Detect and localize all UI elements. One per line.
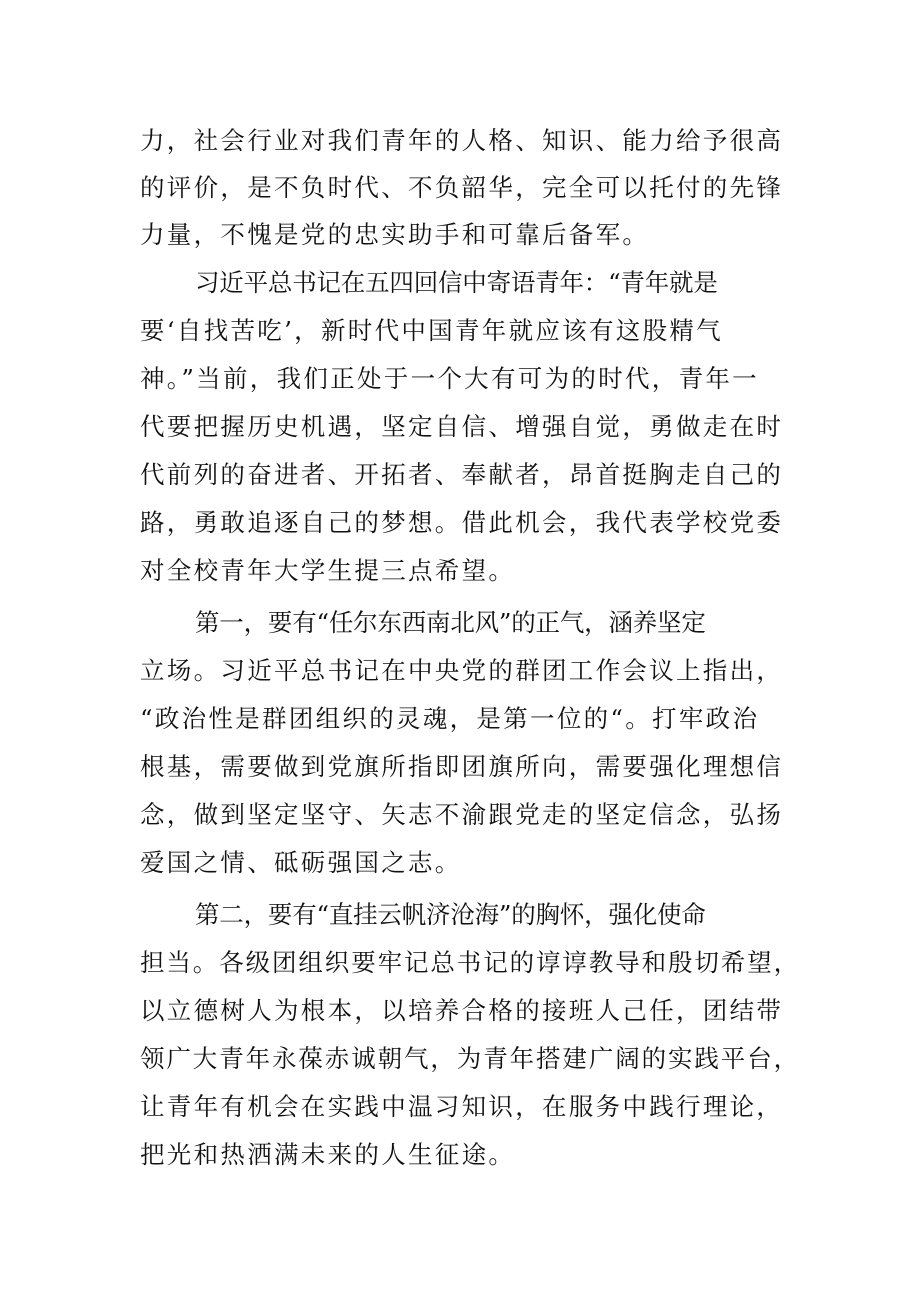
paragraph-2-line-6: 路，勇敢追逐自己的梦想。借此机会，我代表学校党委 bbox=[140, 508, 784, 537]
paragraph-1-line-2: 的评价，是不负时代、不负韶华，完全可以托付的先锋 bbox=[140, 173, 784, 202]
paragraph-4-line-6: 把光和热洒满未来的人生征途。 bbox=[140, 1140, 516, 1169]
paragraph-3-line-6: 爱国之情、砥砺强国之志。 bbox=[140, 848, 462, 877]
paragraph-3-line-1: 第一，要有“任尔东西南北风”的正气，涵养坚定 bbox=[195, 608, 706, 637]
paragraph-4-line-5: 让青年有机会在实践中温习知识，在服务中践行理论， bbox=[140, 1092, 784, 1121]
paragraph-3-line-5: 念，做到坚定坚守、矢志不渝跟党走的坚定信念，弘扬 bbox=[140, 800, 784, 829]
paragraph-1-line-1: 力，社会行业对我们青年的人格、知识、能力给予很高 bbox=[140, 126, 784, 155]
paragraph-3-line-3: “政治性是群团组织的灵魂，是第一位的“。打牢政治 bbox=[140, 704, 760, 733]
paragraph-1-line-3: 力量，不愧是党的忠实助手和可靠后备军。 bbox=[140, 220, 650, 249]
paragraph-2-line-3: 神。”当前，我们正处于一个大有可为的时代，青年一 bbox=[140, 364, 759, 393]
paragraph-2-line-1: 习近平总书记在五四回信中寄语青年：“青年就是 bbox=[195, 268, 718, 297]
paragraph-4-line-1: 第二，要有“直挂云帆济沧海”的胸怀，强化使命 bbox=[195, 900, 706, 929]
paragraph-2-line-5: 代前列的奋进者、开拓者、奉献者，昂首挺胸走自己的 bbox=[140, 460, 784, 489]
paragraph-2-line-7: 对全校青年大学生提三点希望。 bbox=[140, 556, 516, 585]
paragraph-4-line-3: 以立德树人为根本，以培养合格的接班人己任，团结带 bbox=[140, 996, 784, 1025]
paragraph-2-line-2: 要‘自找苦吃’，新时代中国青年就应该有这股精气 bbox=[140, 316, 723, 345]
paragraph-3-line-2: 立场。习近平总书记在中央党的群团工作会议上指出， bbox=[140, 656, 784, 685]
paragraph-4-line-4: 领广大青年永葆赤诚朝气，为青年搭建广阔的实践平台， bbox=[140, 1044, 800, 1073]
paragraph-3-line-4: 根基，需要做到党旗所指即团旗所向，需要强化理想信 bbox=[140, 752, 784, 781]
paragraph-4-line-2: 担当。各级团组织要牢记总书记的谆谆教导和殷切希望， bbox=[140, 948, 800, 977]
paragraph-2-line-4: 代要把握历史机遇，坚定自信、增强自觉，勇做走在时 bbox=[140, 412, 784, 441]
